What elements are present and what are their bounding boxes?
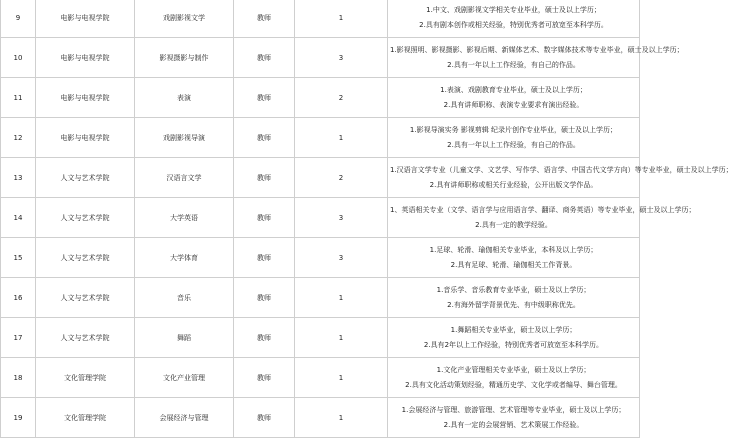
requirement-line: 1.音乐学、音乐教育专业毕业，硕士及以上学历； bbox=[436, 286, 591, 294]
college-cell: 电影与电视学院 bbox=[36, 0, 135, 38]
count-cell: 1 bbox=[295, 318, 388, 358]
requirements-cell bbox=[388, 78, 640, 118]
major-cell: 影视摄影与制作 bbox=[135, 38, 234, 78]
row-number: 10 bbox=[1, 38, 36, 78]
college-cell: 文化管理学院 bbox=[36, 358, 135, 398]
table-row bbox=[1, 318, 640, 358]
college-cell: 人文与艺术学院 bbox=[36, 158, 135, 198]
count-cell: 3 bbox=[295, 38, 388, 78]
count-cell: 1 bbox=[295, 0, 388, 38]
requirements-cell bbox=[388, 358, 640, 398]
table-row bbox=[1, 118, 640, 158]
major-cell: 戏剧影视导演 bbox=[135, 118, 234, 158]
requirement-line: 2.具有一年以上工作经验，有自己的作品。 bbox=[447, 61, 580, 69]
major-cell: 戏剧影视文学 bbox=[135, 0, 234, 38]
requirements-cell bbox=[388, 158, 733, 198]
college-cell: 人文与艺术学院 bbox=[36, 238, 135, 278]
requirement-line: 2.具有讲师职称、表演专业要求有演出经验。 bbox=[443, 101, 584, 109]
post-cell: 教师 bbox=[234, 198, 295, 238]
table-row bbox=[1, 0, 640, 38]
post-cell: 教师 bbox=[234, 238, 295, 278]
count-cell: 2 bbox=[295, 78, 388, 118]
post-cell: 教师 bbox=[234, 158, 295, 198]
requirement-line: 1.影视导演实务 影视剪辑 纪录片创作专业毕业，硕士及以上学历； bbox=[409, 126, 618, 134]
count-cell: 1 bbox=[295, 118, 388, 158]
requirement-line: 1、英语相关专业（文学、语言学与应用语言学、翻译、商务英语）等专业毕业，硕士及以上学历； bbox=[390, 206, 696, 214]
requirements-cell bbox=[388, 278, 640, 318]
major-cell: 会展经济与管理 bbox=[135, 398, 234, 438]
row-number: 12 bbox=[1, 118, 36, 158]
row-number: 11 bbox=[1, 78, 36, 118]
row-number: 16 bbox=[1, 278, 36, 318]
requirement-line: 2.具有一年以上工作经验，有自己的作品。 bbox=[447, 141, 580, 149]
college-cell: 电影与电视学院 bbox=[36, 78, 135, 118]
row-number: 15 bbox=[1, 238, 36, 278]
count-cell: 1 bbox=[295, 398, 388, 438]
requirement-line: 1.汉语言文学专业（儿童文学、文艺学、写作学、语言学、中国古代文学方向）等专业毕业，硕士及以上学历； bbox=[390, 166, 733, 174]
major-cell: 大学体育 bbox=[135, 238, 234, 278]
post-cell: 教师 bbox=[234, 318, 295, 358]
requirement-line: 2.具有文化活动策划经验，精通历史学、文化学或者编导、舞台管理。 bbox=[405, 381, 622, 389]
requirement-line: 1.影视照明、影视摄影、影视后期、新媒体艺术、数字媒体技术等专业毕业，硕士及以上学历； bbox=[390, 46, 684, 54]
table-row bbox=[1, 78, 640, 118]
post-cell: 教师 bbox=[234, 118, 295, 158]
requirements-cell bbox=[388, 238, 640, 278]
requirement-line: 2.具有2年以上工作经验，特别优秀者可放宽至本科学历。 bbox=[423, 341, 604, 349]
row-number: 17 bbox=[1, 318, 36, 358]
requirement-line: 2.具有足球、轮滑、瑜伽相关工作背景。 bbox=[450, 261, 577, 269]
requirement-line: 1.舞蹈相关专业毕业，硕士及以上学历； bbox=[450, 326, 577, 334]
major-cell: 舞蹈 bbox=[135, 318, 234, 358]
table-row bbox=[1, 158, 640, 198]
post-cell: 教师 bbox=[234, 0, 295, 38]
count-cell: 3 bbox=[295, 198, 388, 238]
requirement-line: 2.具有一定的会展营销、艺术策展工作经验。 bbox=[443, 421, 584, 429]
requirement-line: 2.有海外留学背景优先、有中级职称优先。 bbox=[447, 301, 580, 309]
table-row bbox=[1, 358, 640, 398]
post-cell: 教师 bbox=[234, 78, 295, 118]
requirement-line: 1.足球、轮滑、瑜伽相关专业毕业，本科及以上学历； bbox=[429, 246, 598, 254]
table-row bbox=[1, 398, 640, 438]
row-number: 13 bbox=[1, 158, 36, 198]
college-cell: 人文与艺术学院 bbox=[36, 318, 135, 358]
requirements-cell bbox=[388, 38, 684, 78]
major-cell: 汉语言文学 bbox=[135, 158, 234, 198]
table-row bbox=[1, 198, 640, 238]
requirements-cell bbox=[388, 318, 640, 358]
requirement-line: 2.具有剧本创作或相关经验，特别优秀者可放宽至本科学历。 bbox=[419, 21, 608, 29]
count-cell: 1 bbox=[295, 358, 388, 398]
post-cell: 教师 bbox=[234, 398, 295, 438]
post-cell: 教师 bbox=[234, 358, 295, 398]
post-cell: 教师 bbox=[234, 278, 295, 318]
requirement-line: 1.表演、戏剧教育专业毕业，硕士及以上学历； bbox=[440, 86, 587, 94]
row-number: 19 bbox=[1, 398, 36, 438]
table-row bbox=[1, 278, 640, 318]
table-row bbox=[1, 238, 640, 278]
requirements-cell bbox=[388, 0, 640, 38]
college-cell: 文化管理学院 bbox=[36, 398, 135, 438]
major-cell: 音乐 bbox=[135, 278, 234, 318]
count-cell: 2 bbox=[295, 158, 388, 198]
post-cell: 教师 bbox=[234, 38, 295, 78]
major-cell: 表演 bbox=[135, 78, 234, 118]
college-cell: 电影与电视学院 bbox=[36, 38, 135, 78]
requirements-cell bbox=[388, 398, 640, 438]
requirements-cell bbox=[388, 118, 640, 158]
requirement-line: 2.具有一定的教学经验。 bbox=[475, 221, 552, 229]
college-cell: 电影与电视学院 bbox=[36, 118, 135, 158]
count-cell: 1 bbox=[295, 278, 388, 318]
major-cell: 文化产业管理 bbox=[135, 358, 234, 398]
requirement-line: 1.中文、戏剧影视文学相关专业毕业，硕士及以上学历； bbox=[426, 6, 601, 14]
requirement-line: 1.文化产业管理相关专业毕业，硕士及以上学历； bbox=[436, 366, 591, 374]
requirements-cell bbox=[388, 198, 696, 238]
table-row bbox=[1, 38, 640, 78]
requirement-line: 1.会展经济与管理、旅游管理、艺术管理等专业毕业，硕士及以上学历； bbox=[401, 406, 626, 414]
college-cell: 人文与艺术学院 bbox=[36, 198, 135, 238]
row-number: 9 bbox=[1, 0, 36, 38]
count-cell: 3 bbox=[295, 238, 388, 278]
row-number: 14 bbox=[1, 198, 36, 238]
table-body bbox=[1, 0, 733, 438]
row-number: 18 bbox=[1, 358, 36, 398]
college-cell: 人文与艺术学院 bbox=[36, 278, 135, 318]
major-cell: 大学英语 bbox=[135, 198, 234, 238]
requirement-line: 2.具有讲师职称或相关行业经验，公开出版文学作品。 bbox=[429, 181, 598, 189]
